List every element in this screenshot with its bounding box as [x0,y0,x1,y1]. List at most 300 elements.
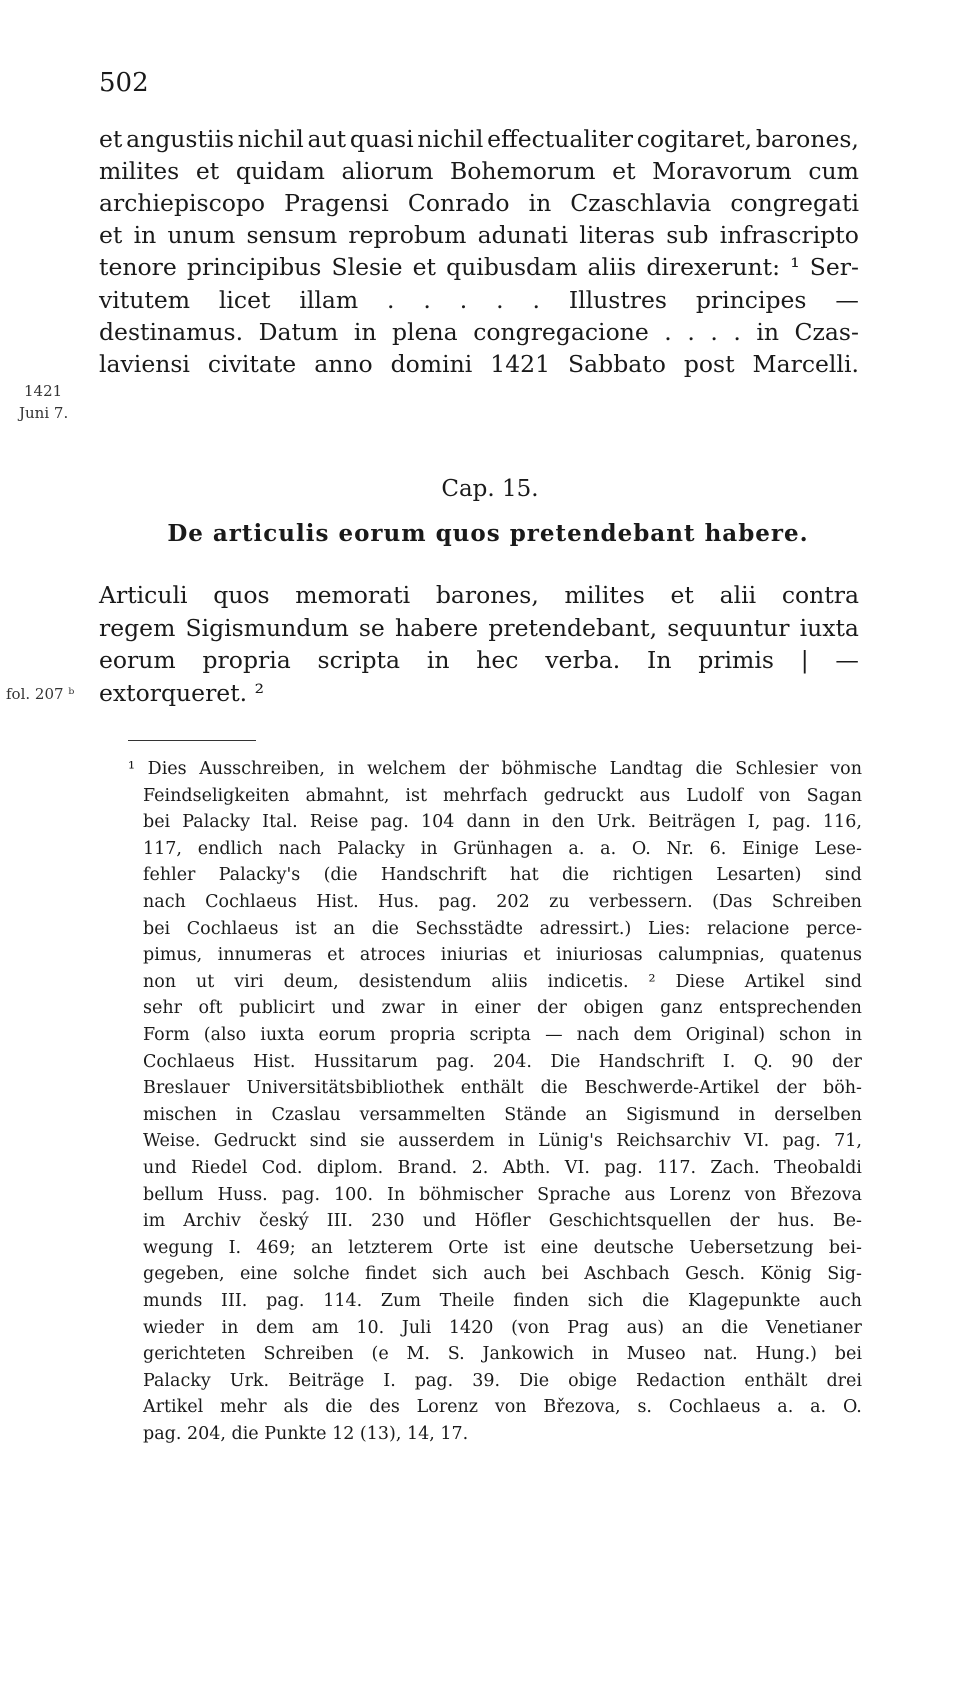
word: Stände [504,1104,567,1125]
word: Venetianer [765,1317,862,1338]
word: Zum [380,1291,421,1311]
word: nach [278,838,322,859]
word: 116, [822,812,862,833]
word: Artikel [143,1397,204,1418]
word: und [422,1211,457,1232]
page-number: 502 [99,68,149,98]
word: s. [637,1397,652,1418]
footnote-line [143,1394,862,1421]
word: Beiträgen [648,812,736,833]
word: Hus. [378,892,420,912]
word: nichil [417,125,484,153]
word: vitutem [99,285,191,314]
word: Theile [439,1291,495,1311]
word: Dies [147,759,187,779]
word: Einige [742,838,799,859]
word: Original) [685,1025,766,1045]
word: unum [167,221,236,250]
word: und [331,998,366,1019]
main-text-line [99,154,859,188]
word: 230 [371,1211,405,1232]
word: Museo [626,1344,686,1365]
word: et [99,125,123,153]
word: Palacky [143,1370,211,1391]
word: sich [587,1291,624,1311]
word: Archiv [183,1211,241,1232]
word: . [687,317,695,346]
word: quos [213,581,270,609]
word: Palacky's [218,865,301,886]
word: letzterem [348,1237,433,1258]
word: Universitätsbibliothek [246,1078,444,1099]
word: et [612,157,636,186]
word: Reichsarchiv [616,1131,731,1152]
word: enthält [460,1078,524,1099]
word: pag. [436,1051,475,1072]
word: enthält [744,1370,808,1391]
word: ist [503,1237,526,1258]
word: pimus, [143,945,203,966]
word: Conrado [407,189,510,218]
word: Hist. [316,892,359,912]
word: effectualiter [487,125,633,153]
word: in [420,838,438,859]
word: Cochlaeus [143,1051,235,1072]
word: indicetis. [547,971,629,992]
word: Cod. [261,1158,303,1178]
word: laviensi [99,349,190,378]
word: 204. [492,1051,532,1072]
word: domini [390,349,473,378]
word: Sabbato [568,349,666,378]
footnote-line [143,783,862,810]
word: Sagan [806,785,862,806]
footnote-line [143,1341,862,1368]
word: Landtag [609,759,683,779]
word: deutsche [593,1237,674,1258]
word: sie [359,1131,385,1152]
word: Geschichtsquellen [548,1211,712,1232]
word: in [221,1317,239,1338]
word: schon [779,1025,831,1045]
word: český [258,1211,309,1232]
word: Bohemorum [450,157,596,186]
word: plena [392,317,458,346]
word: adressirt.) [539,918,632,939]
word: a. [777,1397,794,1418]
word: Weise. [143,1131,201,1152]
word: dann [466,812,511,833]
word: illam [299,285,359,314]
word: Czas- [794,317,859,346]
word: Urk. [596,812,637,833]
word: der [729,1211,760,1232]
word: Be- [832,1211,862,1232]
word: in [528,189,552,218]
footnote-line [143,1022,862,1049]
word: cogitaret, [636,125,753,153]
word: Prag [567,1317,609,1338]
word: I. [228,1237,242,1258]
word: die [371,918,399,939]
margin-note-year: 1421 [24,382,63,400]
word: nach [143,892,186,912]
word: hec [476,646,519,674]
word: obige [568,1370,617,1391]
word: in [756,317,780,346]
word: sind [824,971,862,992]
word: 90 [791,1051,814,1072]
word: perce- [806,918,862,939]
word: von [758,785,791,806]
word: sensum [246,221,338,250]
main-text-line [99,315,859,349]
word: Handschrift [598,1051,705,1072]
word: nach [576,1025,620,1045]
word: am [311,1317,339,1338]
word: atroces [359,945,426,966]
word: 469; [256,1237,296,1258]
word: | [800,646,809,674]
word: ist [295,918,317,939]
word: . [459,285,468,314]
word: adunati [477,221,568,250]
word: aus [639,785,671,806]
word: quibusdam [446,253,578,282]
word: des [369,1397,400,1418]
word: milites [99,157,180,186]
word: Brand. [397,1158,458,1178]
word: pag. [604,1158,643,1178]
word: Abth. [502,1158,551,1178]
word: solche [293,1264,350,1285]
word: Uebersetzung [689,1237,814,1258]
footnote-line [143,1128,862,1155]
word: quidam [235,157,325,186]
word: principes [695,285,807,314]
word: auch [483,1264,527,1285]
word: Handschrift [380,865,487,886]
word: . [423,285,431,314]
word: 117. [657,1158,697,1178]
word: Sechsstädte [415,918,523,939]
word: . [710,317,718,346]
word: Hussitarum [313,1051,418,1072]
word: die [325,1397,353,1418]
main-text-line [99,122,859,156]
word: dem [633,1025,672,1045]
word: Ital. [262,812,298,833]
word: (e [371,1344,389,1365]
word: Beiträge [288,1370,365,1391]
main-text-line [99,283,859,317]
word: post [683,349,735,378]
word: pag. [370,812,409,833]
word: nichil [237,125,304,153]
word: Sprache [537,1184,611,1205]
word: Schreiben [771,892,862,912]
word: eine [240,1264,278,1285]
word: oft [198,998,223,1019]
word: der [537,998,567,1019]
word: Orte [448,1237,489,1258]
word: in [353,317,377,346]
footnote-line [143,1288,862,1315]
word: die [561,865,590,886]
word: Redaction [636,1370,726,1391]
word: iniuriosas [556,945,643,966]
word: cum [808,157,859,186]
word: aus [624,1184,656,1205]
word: bei [143,812,171,833]
word: Lorenz [669,1184,731,1205]
word: böhmischer [419,1184,524,1205]
word: Ludolf [686,785,743,806]
word: Jankowich [482,1344,575,1365]
footnote-line [143,1102,862,1129]
word: versammelten [359,1104,486,1125]
word: mischen [143,1104,217,1125]
word: aut [307,125,347,153]
word: destinamus. [99,317,244,346]
word: die [695,759,723,779]
word: (also [203,1025,247,1045]
word: Riedel [191,1158,248,1178]
footnote-line [143,1075,862,1102]
word: milites [564,581,645,609]
word: in [508,1131,525,1152]
word: Höfler [474,1211,531,1232]
word: principibus [186,253,322,282]
chapter-text-line: extorqueret. ² [99,678,265,707]
word: Grünhagen [453,838,553,859]
word: pag. [281,1184,321,1205]
word: Articuli [99,581,188,609]
word: in [133,221,157,250]
word: 1420 [448,1317,494,1338]
word: angustiis [126,125,235,153]
word: gedruckt [543,785,624,806]
word: dem [255,1317,295,1338]
word: Nr. [666,838,694,859]
word: 6. [709,838,727,859]
word: munds [143,1291,203,1311]
word: III. [221,1291,248,1311]
word: Lies: [647,918,691,939]
word: in [337,759,355,779]
word: alii [719,581,757,609]
word: verbessern. [588,892,693,912]
word: abmahnt, [305,785,390,806]
word: König [760,1264,812,1285]
chapter-text-line [99,643,859,677]
word: Urk. [229,1370,270,1391]
word: direxerunt: [646,253,781,282]
word: Pragensi [284,189,389,218]
word: a. [810,1397,827,1418]
word: III. [326,1211,353,1232]
word: 39. [472,1370,501,1391]
word: hus. [777,1211,815,1232]
word: pag. [782,1131,821,1152]
word: Marcelli. [752,349,859,378]
word: als [283,1397,309,1418]
word: pag. [266,1291,305,1311]
word: relacione [707,918,790,939]
word: 114. [323,1291,363,1311]
word: einer [474,998,521,1019]
word: desistendum [358,971,472,992]
word: Reise [309,812,359,833]
chapter-text-line [99,611,859,645]
word: barones, [435,581,539,609]
word: verba. [545,646,621,674]
word: sich [432,1264,468,1285]
word: Lünig's [538,1131,603,1152]
word: . [733,317,741,346]
word: sind [824,865,862,886]
word: et [327,945,345,966]
footnote-line [143,836,862,863]
word: aliis [491,971,528,992]
word: In [387,1184,406,1205]
word: — [835,646,859,674]
word: O. [631,838,651,859]
word: Hist. [253,1051,296,1072]
footnote-line [143,1315,862,1342]
footnote-rule [128,740,256,741]
word: aliis [587,253,637,282]
word: barones, [755,125,859,153]
word: böh- [823,1078,862,1099]
word: Schreiben [263,1344,354,1365]
word: a. [600,838,617,859]
word: In [647,646,672,674]
word: et [412,253,436,282]
footnote-line [143,916,862,943]
word: ganz [660,998,703,1019]
word: drei [826,1370,862,1391]
word: . [664,317,672,346]
word: I. [722,1051,736,1072]
word: bei [541,1264,569,1285]
word: mehr [220,1397,267,1418]
word: (die [323,865,358,886]
word: licet [218,285,271,314]
word: Ausschreiben, [199,759,325,779]
word: in [426,646,450,674]
word: mehrfach [443,785,528,806]
word: der [776,1078,807,1099]
chapter-text-line [99,578,859,612]
chapter-heading: Cap. 15. [441,476,539,502]
word: ist [405,785,428,806]
word: an [681,1317,704,1338]
word: Beschwerde-Artikel [584,1078,760,1099]
word: von [744,1184,777,1205]
word: pag. [438,892,477,912]
word: 104 [420,812,455,833]
word: . [496,285,504,314]
word: nat. [703,1344,738,1365]
word: ut [196,971,215,992]
word: Cochlaeus [668,1397,761,1418]
word: die [642,1291,670,1311]
footnote-line [143,942,862,969]
word: et [99,221,123,250]
footnote-line [143,1261,862,1288]
margin-note-date: Juni 7. [19,404,69,422]
word: publicirt [239,998,315,1019]
word: auch [819,1291,862,1311]
word: ausserdem [398,1131,495,1152]
word: calumpnias, [658,945,765,966]
word: iuxta [799,613,859,642]
word: bellum [143,1184,204,1205]
word: (Das [712,892,753,912]
word: Czaslau [271,1104,341,1125]
word: in [522,812,540,833]
word: richtigen [612,865,693,886]
word: — [545,1025,563,1045]
footnote-line [143,809,862,836]
main-text-line [99,218,859,252]
word: Illustres [568,285,667,314]
word: ¹ [790,253,800,282]
word: Sigismund [625,1104,720,1125]
word: (von [511,1317,550,1338]
word: Lesarten) [716,865,802,886]
word: an [333,918,356,939]
word: aus) [626,1317,665,1338]
word: welchem [367,759,447,779]
word: sehr [143,998,182,1019]
word: scripta [469,1025,531,1045]
word: findet [365,1264,417,1285]
word: Palacky [337,838,405,859]
word: finden [513,1291,569,1311]
word: I. [383,1370,396,1391]
word: Huss. [217,1184,268,1205]
word: hat [509,865,539,886]
word: bei [143,918,171,939]
word: 117, [143,838,182,859]
main-text-line [99,250,859,284]
word: gegeben, [143,1264,225,1285]
word: Cochlaeus [205,892,297,912]
word: Hung.) [755,1344,817,1365]
word: bei- [828,1237,862,1258]
word: S. [447,1344,465,1365]
word: Theobaldi [774,1158,862,1178]
word: literas [579,221,655,250]
word: Sig- [827,1264,862,1285]
word: Klagepunkte [687,1291,801,1311]
word: in [591,1344,609,1365]
word: habere [394,613,479,642]
main-text-line [99,347,859,381]
word: die [540,1078,568,1099]
word: pretendebant, [488,613,658,642]
word: civitate [207,349,297,378]
word: se [358,613,385,642]
footnote-line [143,889,862,916]
word: VI. [564,1158,590,1178]
word: regem [99,613,176,642]
word: viri [234,971,264,992]
margin-note-folio: fol. 207 ᵇ [6,685,75,703]
word: diplom. [316,1158,384,1178]
